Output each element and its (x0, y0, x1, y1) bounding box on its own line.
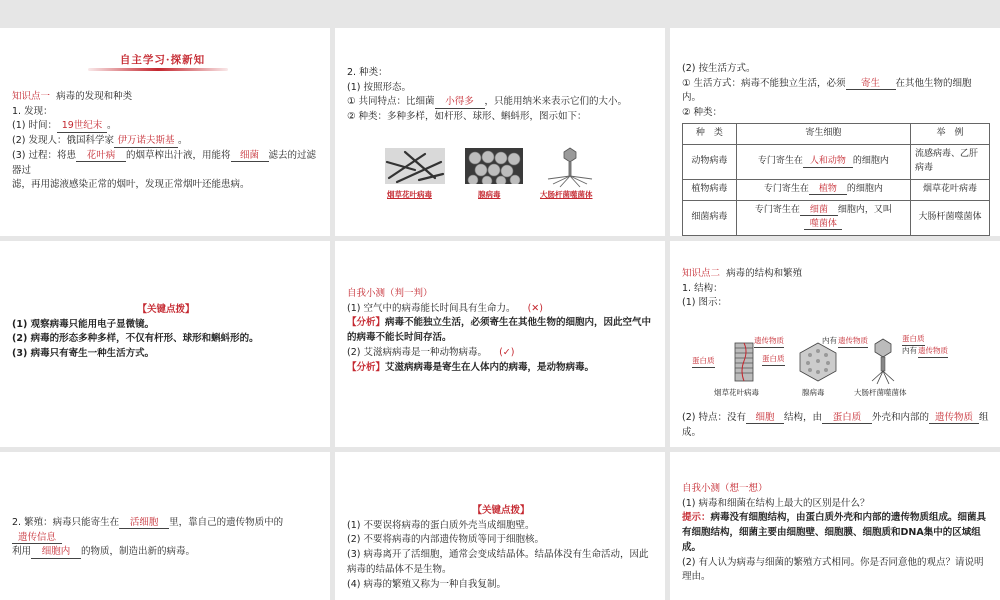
key-point-item: (1) 不要误将病毒的蛋白质外壳当成细胞壁。 (347, 519, 535, 531)
life-answer: 寄生 (846, 78, 896, 90)
reproduction-text: 利用 (12, 546, 32, 558)
table-cell (736, 179, 910, 200)
tobacco-virus-caption: 烟草花叶病毒 (387, 190, 432, 199)
adenovirus-image (465, 148, 523, 184)
knowledge-point-title: 病毒的发现和种类 (56, 91, 133, 102)
adeno-inner-label: 内有 (822, 336, 837, 345)
hint-label: 提示： (682, 512, 711, 524)
answer-mark-1: (✕) (527, 302, 543, 314)
by-life: (2) 按生活方式。 (682, 63, 756, 74)
reproduction-answer-1: 活细胞 (119, 517, 169, 529)
key-point-item: (3) 病毒离开了活细胞，通常会变成结晶体。结晶体没有生命活动，因此病毒的结晶体不是生物。 (347, 549, 649, 575)
diagram-label: (1) 图示： (682, 297, 727, 309)
process-label: (3) 过程：将患 (12, 149, 76, 161)
key-points-title: 【关键点拨】 (472, 505, 530, 516)
tmv-caption: 烟草花叶病毒 (714, 388, 759, 397)
life-post: 在其他生物的细胞内。 (682, 77, 972, 104)
reproduction-answer-3: 细胞内 (31, 546, 81, 558)
knowledge-point-title: 病毒的结构和繁殖 (726, 268, 803, 279)
cell-text: 的细胞内 (852, 155, 889, 166)
bacteriophage-caption: 大肠杆菌噬菌体 (540, 190, 593, 199)
reproduction-answer-2: 遗传信息 (12, 532, 62, 544)
reproduction-label: 2. 繁殖：病毒只能寄生在 (12, 517, 120, 528)
feature-text: 组 (979, 412, 989, 423)
feature-line-2: 成。 (682, 426, 702, 438)
slide-self-test-judge (335, 241, 665, 447)
table-cell (736, 144, 910, 179)
table-row (683, 144, 990, 179)
phage-structure-diagram (868, 337, 898, 385)
knowledge-point-label: 知识点一 (12, 91, 51, 102)
knowledge-point-label: 知识点二 (682, 268, 721, 279)
cell-answer: 植物 (809, 184, 847, 196)
question-1: (1) 空气中的病毒能长时间具有生命力。 (347, 302, 516, 314)
cell-answer: 噬菌体 (804, 219, 842, 231)
phage-inner-label: 内有 (902, 346, 917, 355)
adeno-protein-label: 蛋白质 (762, 353, 785, 366)
phage-protein-label: 蛋白质 (902, 333, 925, 346)
feature-label: (2) 特点：没有 (682, 412, 746, 423)
cell-text: 专门寄生在 (763, 183, 809, 194)
key-point-item: (1) 观察病毒只能用电子显微镜。 (12, 318, 155, 330)
process-post: 滤去的过滤器过 (12, 149, 317, 176)
virus-type-table (682, 123, 990, 236)
answer-mark-2: (✓) (499, 346, 515, 358)
feature-text: 外壳和内部的 (872, 412, 930, 423)
reproduction-text: 里，靠自己的遗传物质中的 (169, 517, 284, 528)
key-point-item: (3) 病毒只有寄生一种生活方式。 (12, 348, 155, 360)
self-test-title: 自我小测（想一想） (682, 483, 768, 494)
feature-answer-3: 遗传物质 (929, 412, 979, 424)
key-point-item: (2) 不要将病毒的内部遗传物质等同于细胞核。 (347, 534, 544, 546)
table-cell (736, 200, 910, 235)
phage-genetic-label: 遗传物质 (918, 345, 948, 358)
adenovirus-caption: 腺病毒 (478, 190, 501, 199)
tmv-structure-diagram (732, 341, 756, 383)
bacteriophage-image (545, 146, 595, 188)
time-answer: 19世纪末 (57, 120, 107, 132)
table-cell: 大肠杆菌噬菌体 (911, 200, 990, 235)
slide-key-points-1 (0, 241, 330, 447)
slide-lifestyle-types (670, 28, 1000, 236)
punct: 。 (106, 120, 117, 132)
table-cell: 细菌病毒 (683, 200, 737, 235)
adeno-genetic-label: 遗传物质 (838, 335, 868, 348)
adeno-caption: 腺病毒 (802, 388, 825, 397)
feature-answer-1: 细胞 (746, 412, 784, 424)
process-mid: 的烟草榨出汁液，用能将 (125, 149, 231, 161)
common-label: ① 共同特点：比细菌 (347, 96, 435, 108)
punct: 。 (177, 135, 188, 147)
phage-caption: 大肠杆菌噬菌体 (854, 388, 907, 397)
key-point-item: (2) 病毒的形态多种多样，不仅有杆形、球形和蝌蚪形的。 (12, 333, 259, 345)
slide-key-points-2 (335, 452, 665, 600)
table-cell: 动物病毒 (683, 144, 737, 179)
feature-text: 结构，由 (783, 412, 822, 423)
cell-answer: 人和动物 (803, 156, 853, 168)
analysis-2: 艾滋病病毒是寄生在人体内的病毒，是动物病毒。 (385, 361, 595, 373)
process-answer-2: 细菌 (231, 150, 269, 162)
table-cell: 烟草花叶病毒 (911, 179, 990, 200)
cell-text: 专门寄生在 (757, 155, 803, 166)
cell-answer: 细菌 (800, 205, 838, 217)
banner-underline (88, 68, 228, 71)
feature-answer-2: 蛋白质 (822, 412, 872, 424)
cell-text: 细胞内，又叫 (837, 204, 892, 215)
table-header-row (683, 123, 990, 144)
table-row (683, 179, 990, 200)
kinds-label: ② 种类： (682, 107, 723, 119)
slide-reproduction (0, 452, 330, 600)
cell-text: 专门寄生在 (754, 204, 800, 215)
structure-heading: 1. 结构： (682, 282, 723, 294)
question-1: (1) 病毒和细菌在结构上最大的区别是什么？ (682, 497, 870, 509)
table-header: 举 例 (911, 123, 990, 144)
question-2: (2) 有人认为病毒与细菌的繁殖方式相同。你是否同意他的观点？请说明理由。 (682, 556, 984, 583)
question-2: (2) 艾滋病病毒是一种动物病毒。 (347, 346, 487, 358)
life-label: ① 生活方式：病毒不能独立生活，必须 (682, 77, 846, 89)
key-points-title: 【关键点拨】 (137, 304, 195, 315)
slide-self-test-think (670, 452, 1000, 600)
cell-text: 的细胞内 (846, 183, 883, 194)
types-heading: 2. 种类： (347, 67, 388, 78)
by-shape: (1) 按照形态。 (347, 81, 411, 93)
tmv-genetic-label: 遗传物质 (754, 335, 784, 348)
slide-virus-structure (670, 241, 1000, 447)
common-answer: 小得多 (435, 96, 485, 108)
discoverer-label: (2) 发现人：俄国科学家 (12, 135, 114, 147)
table-header: 种 类 (683, 123, 737, 144)
process-answer-1: 花叶病 (76, 150, 126, 162)
analysis-label: 【分析】 (347, 361, 386, 373)
discovery-heading: 1. 发现： (12, 105, 53, 117)
analysis-label: 【分析】 (347, 317, 386, 329)
reproduction-text: 的物质，制造出新的病毒。 (81, 546, 196, 558)
hint-text: 病毒没有细胞结构，由蛋白质外壳和内部的遗传物质组成。细菌具有细胞结构，细菌主要由细胞壁、细胞膜、细胞质和DNA集中的区域组成。 (682, 512, 987, 553)
self-test-title: 自我小测（判一判） (347, 288, 433, 299)
time-label: (1) 时间： (12, 120, 57, 132)
analysis-1: 病毒不能独立生活，必须寄生在其他生物的细胞内，因此空气中的病毒不能长时间存活。 (347, 317, 652, 344)
table-row (683, 200, 990, 235)
slide-virus-types (335, 28, 665, 236)
table-header: 寄生细胞 (736, 123, 910, 144)
process-line-2: 滤，再用滤液感染正常的烟叶，发现正常烟叶还能患病。 (12, 179, 250, 191)
tobacco-mosaic-virus-image (385, 148, 445, 184)
adenovirus-structure-diagram (796, 341, 840, 383)
table-cell: 植物病毒 (683, 179, 737, 200)
section-banner: 自主学习·探新知 (119, 54, 206, 66)
slide-virus-discovery (0, 28, 330, 236)
key-point-item: (4) 病毒的繁殖又称为一种自我复制。 (347, 578, 506, 590)
tmv-protein-label: 蛋白质 (692, 355, 715, 368)
discoverer-answer: 伊万诺夫斯基 (114, 135, 178, 147)
table-cell: 流感病毒、乙肝病毒 (911, 144, 990, 179)
shape-kinds: ② 种类：多种多样，如杆形、球形、蝌蚪形，图示如下： (347, 111, 587, 123)
common-post: ，只能用纳米来表示它们的大小。 (484, 96, 628, 108)
